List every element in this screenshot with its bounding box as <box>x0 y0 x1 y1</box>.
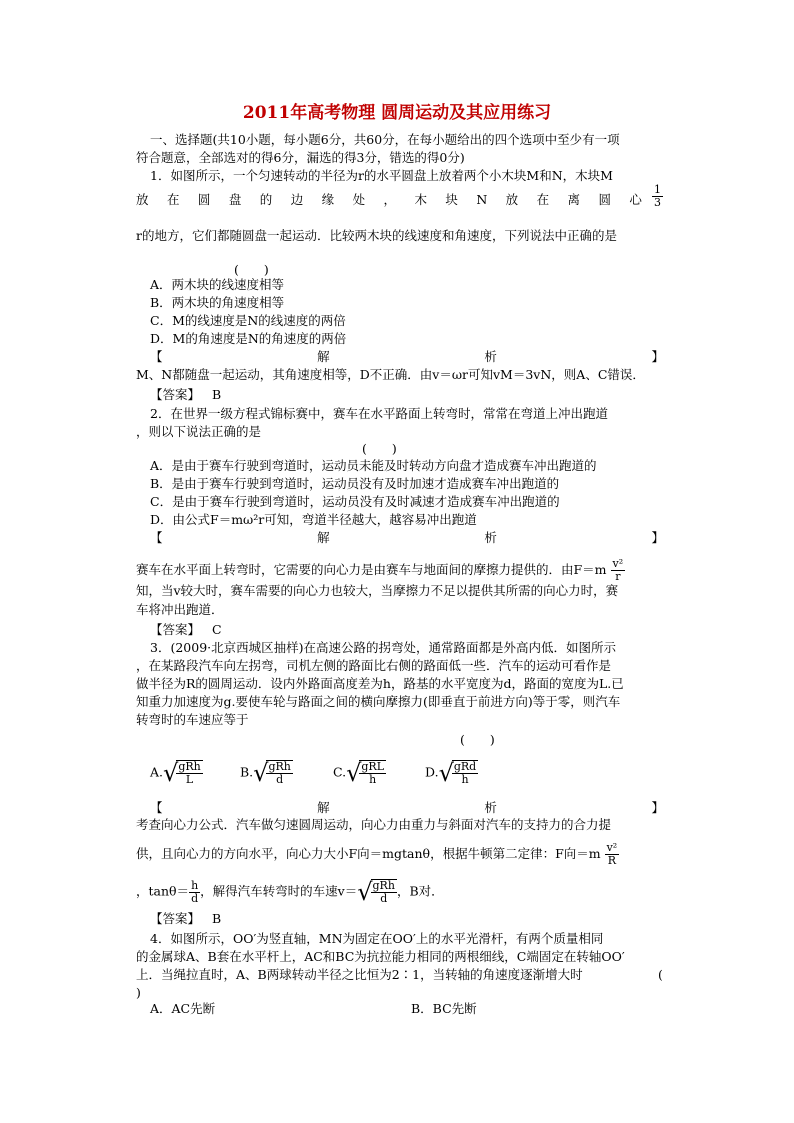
q3-analysis-line3: ，tanθ＝ $\frac{h}{d}$ ，解得汽车转弯时的车速v＝ √ $\frac{\text{gRh}}{d}$ ，B对． <box>136 878 444 906</box>
q1-stem-line3: r的地方，它们都随圆盘一起运动．比较两木块的线速度和角速度，下列说法中正确的是 <box>136 228 617 243</box>
q4-blank-close: ) <box>136 985 141 1000</box>
q2-blank: ( ) <box>362 441 397 456</box>
section-header-line2: 符合题意，全部选对的得6分，漏选的得3分，错选的得0分) <box>136 150 465 165</box>
q2-analysis-line3: 车将冲出跑道． <box>136 602 224 617</box>
q2-option-b: B．是由于赛车行驶到弯道时，运动员没有及时加速才造成赛车冲出跑道的 <box>150 476 560 491</box>
q3-stem-line2: ，在某路段汽车向左拐弯，司机左侧的路面比右侧的路面低一些．汽车的运动可看作是 <box>136 658 612 673</box>
q3-stem-line1: 3．(2009·北京西城区抽样)在高速公路的拐弯处，通常路面都是外高内低．如图所示 <box>150 640 616 655</box>
q2-option-c: C．是由于赛车行驶到弯道时，运动员没有及时减速才造成赛车冲出跑道的 <box>150 494 560 509</box>
q1-blank: ( ) <box>234 262 269 277</box>
q2-stem-line1: 2．在世界一级方程式锦标赛中，赛车在水平路面上转弯时，常常在弯道上冲出跑道 <box>150 406 608 421</box>
q3-analysis-line2: 供，且向心力的方向水平，向心力大小F向＝mgtanθ，根据牛顿第二定律：F向＝m $\frac{\text{v²}}{R}$ <box>136 841 618 867</box>
q1-stem-line1: 1．如图所示，一个匀速转动的半径为r的水平圆盘上放着两个小木块M和N，木块M <box>150 168 613 183</box>
q3-stem-line4: 知重力加速度为g.要使车轮与路面之间的横向摩擦力(即垂直于前进方向)等于零，则汽车 <box>136 694 621 709</box>
q4-stem-line2: 的金属球A、B套在水平杆上，AC和BC为抗拉能力相同的两根细线，C端固定在转轴OO′ <box>136 949 625 964</box>
q2-option-a: A．是由于赛车行驶到弯道时，运动员未能及时转动方向盘才造成赛车冲出跑道的 <box>150 458 597 473</box>
q3-blank: ( ) <box>460 732 495 747</box>
q4-stem-line3: 上．当绳拉直时，A、B两球转动半径之比恒为2∶1，当转轴的角速度逐渐增大时 <box>136 967 583 982</box>
q3-jiexi-heading: 【 解 析 】 <box>150 800 664 815</box>
q2-option-d: D．由公式F＝mω²r可知，弯道半径越大，越容易冲出跑道 <box>150 512 477 527</box>
q3-option-a: A. √ $\frac{\text{gRh}}{L}$ <box>150 759 201 787</box>
q3-option-d: D. √ $\frac{\text{gRd}}{h}$ <box>425 759 477 787</box>
q4-stem-line1: 4．如图所示，OO′为竖直轴，MN为固定在OO′上的水平光滑杆，有两个质量相同 <box>150 931 604 946</box>
q2-answer: 【答案】 C <box>150 622 222 637</box>
q2-jiexi-heading: 【 解 析 】 <box>150 530 664 545</box>
q2-stem-line2: ，则以下说法正确的是 <box>136 424 262 439</box>
q1-option-d: D．M的角速度是N的角速度的两倍 <box>150 331 347 346</box>
q1-analysis: M、N都随盘一起运动，其角速度相等，D不正确．由v＝ωr可知vM＝3vN，则A、C错误． <box>136 367 645 382</box>
q1-stem-line2: 放 在 圆 盘 的 边 缘 处 ， 木 块 N 放 在 离 圆 心 <box>136 192 642 207</box>
q3-answer: 【答案】 B <box>150 911 222 926</box>
q1-option-c: C．M的线速度是N的线速度的两倍 <box>150 313 346 328</box>
q2-analysis-line1: 赛车在水平面上转弯时，它需要的向心力是由赛车与地面间的摩擦力提供的．由F＝m $\frac{\text{v²}}{r}$ <box>136 557 624 583</box>
q4-blank-open: ( <box>658 967 663 982</box>
q3-option-c: C. √ $\frac{\text{gRL}}{h}$ <box>333 759 385 787</box>
q4-option-b: B．BC先断 <box>411 1001 477 1016</box>
q2-analysis-line2: 知，当v较大时，赛车需要的向心力也较大，当摩擦力不足以提供其所需的向心力时，赛 <box>136 583 619 598</box>
page-title: 2011年高考物理 圆周运动及其应用练习 <box>242 103 552 123</box>
q1-jiexi-heading: 【 解 析 】 <box>150 349 664 364</box>
q1-option-b: B．两木块的角速度相等 <box>150 295 285 310</box>
section-header-line1: 一、选择题(共10小题，每小题6分，共60分，在每小题给出的四个选项中至少有一项 <box>150 132 620 147</box>
q3-stem-line5: 转弯时的车速应等于 <box>136 712 249 727</box>
q4-option-a: A．AC先断 <box>150 1001 216 1016</box>
q1-option-a: A．两木块的线速度相等 <box>150 277 285 292</box>
q3-analysis-line1: 考查向心力公式．汽车做匀速圆周运动，向心力由重力与斜面对汽车的支持力的合力提 <box>136 817 612 832</box>
q1-answer: 【答案】 B <box>150 387 222 402</box>
q1-fraction: $\frac{1}{3}$ <box>654 183 661 209</box>
q3-stem-line3: 做半径为R的圆周运动．设内外路面高度差为h，路基的水平宽度为d，路面的宽度为L.已 <box>136 676 624 691</box>
q3-option-b: B. √ $\frac{\text{gRh}}{d}$ <box>240 759 291 787</box>
